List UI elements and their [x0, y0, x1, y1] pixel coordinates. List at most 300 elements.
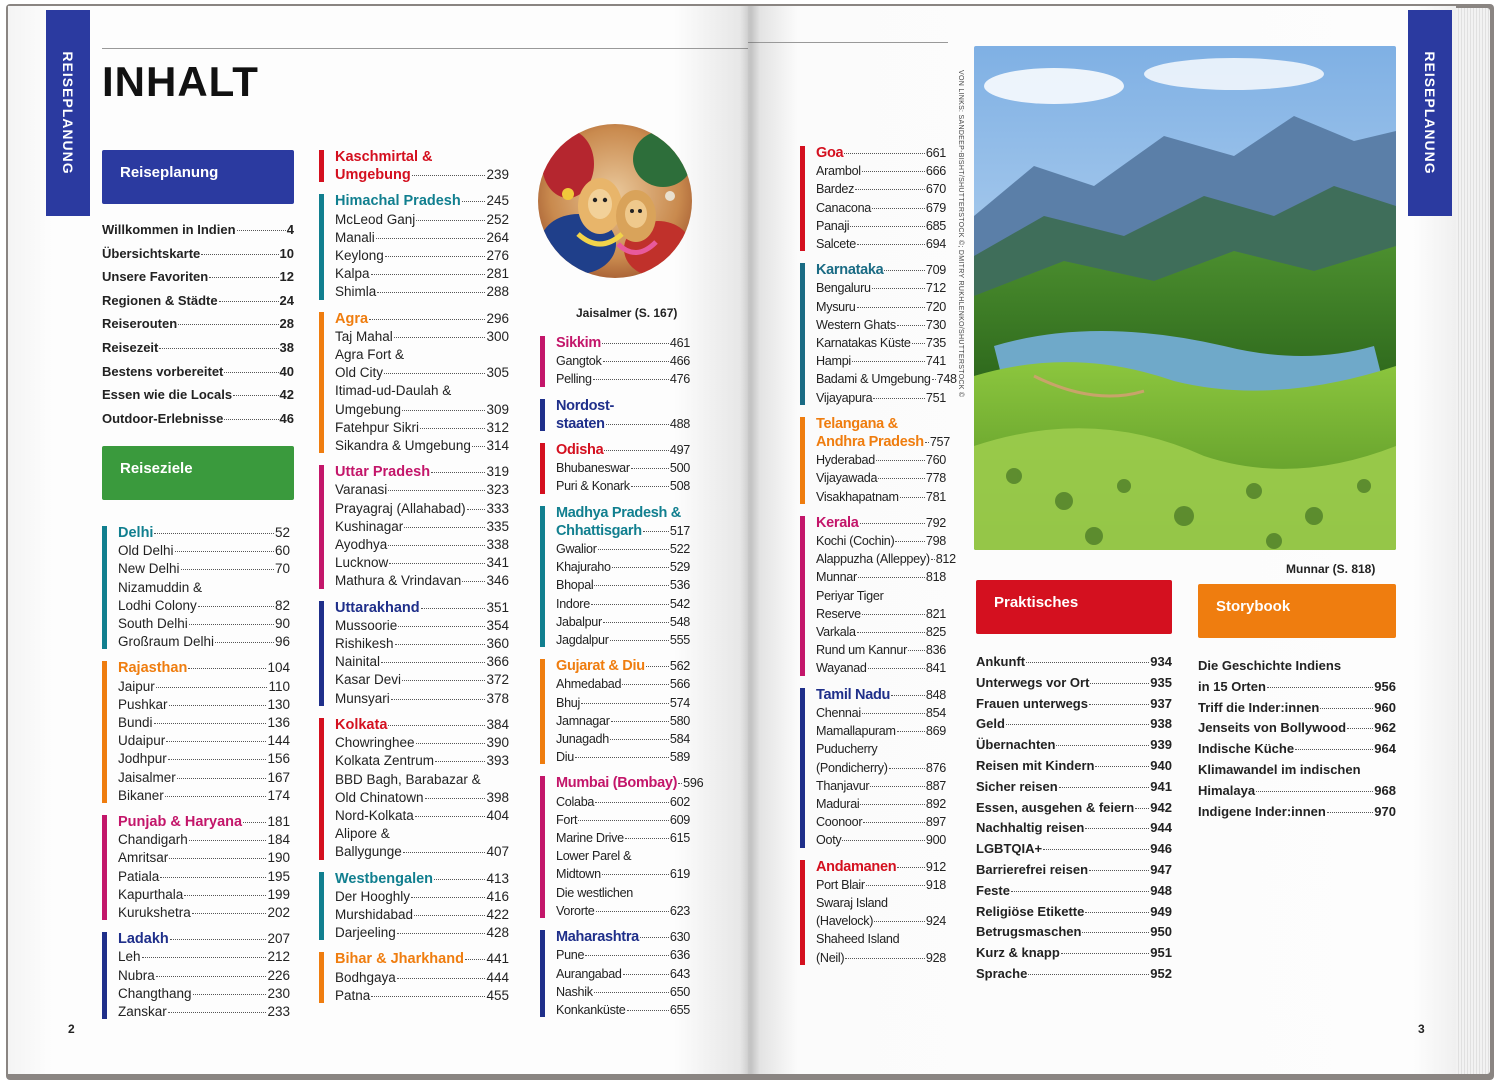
dot-leader: [895, 541, 924, 542]
toc-page-number: 542: [669, 596, 690, 611]
toc-entry-title: Nashik: [556, 984, 593, 999]
dot-leader: [611, 721, 669, 722]
dot-leader: [1028, 974, 1149, 975]
toc-entry: [1198, 677, 1396, 698]
toc-entry: [118, 868, 290, 886]
toc-entry: [335, 328, 509, 346]
dot-leader: [862, 713, 925, 714]
toc-entry: [556, 829, 690, 847]
toc-entry: [118, 732, 290, 750]
toc-page-number: 751: [925, 390, 946, 405]
toc-page-number: 685: [925, 218, 946, 233]
toc-entry: [556, 576, 690, 594]
toc-page-number: 190: [267, 850, 290, 866]
toc-page-number: 407: [486, 844, 509, 860]
toc-entry-title: Pushkar: [118, 696, 168, 712]
dot-leader: [1135, 808, 1149, 809]
toc-entry-title: Western Ghats: [816, 317, 896, 332]
toc-entry-title: Unsere Favoriten: [102, 269, 209, 285]
toc-page-number: 104: [267, 660, 290, 676]
dot-leader: [857, 307, 925, 308]
toc-entry-title: Bundi: [118, 715, 153, 731]
toc-entry: [556, 983, 690, 1001]
toc-page-number: 757: [929, 435, 950, 450]
dot-leader: [192, 913, 267, 914]
toc-page-number: 341: [486, 555, 509, 571]
toc-page-number: 666: [925, 164, 946, 179]
toc-page-number: 296: [486, 310, 509, 326]
dot-leader: [878, 478, 925, 479]
toc-page-number: 12: [279, 269, 294, 285]
dot-leader: [868, 668, 925, 669]
toc-entry-title: Kasar Devi: [335, 672, 402, 688]
dot-leader: [376, 238, 486, 239]
dot-leader: [575, 757, 669, 758]
dot-leader: [371, 274, 486, 275]
toc-entry-title: Puri & Konark: [556, 479, 630, 494]
toc-entry-title: (Pondicherry): [816, 760, 888, 775]
dot-leader: [594, 585, 668, 586]
toc-entry-title: Tamil Nadu: [816, 686, 891, 703]
dot-leader: [900, 497, 925, 498]
dot-leader: [889, 768, 925, 769]
toc-page-number: 42: [279, 387, 294, 403]
toc-page-number: 508: [669, 479, 690, 494]
toc-entry-title: Vijayawada: [816, 471, 878, 486]
toc-region-group: [540, 774, 704, 920]
toc-entry-title: Nachhaltig reisen: [976, 820, 1085, 836]
toc-entry-title: Andhra Pradesh: [816, 434, 924, 451]
page-edges: [1456, 8, 1490, 1074]
toc-entry-title: Bhopal: [556, 578, 594, 593]
toc-entry: [816, 316, 946, 334]
toc-region-group: [319, 192, 509, 301]
dot-leader: [643, 531, 669, 532]
toc-entry: [816, 352, 946, 370]
dot-leader: [1082, 932, 1149, 933]
toc-entry: [816, 370, 957, 388]
toc-region-heading: [335, 599, 509, 617]
toc-page-number: 466: [669, 354, 690, 369]
toc-entry-title: Maharashtra: [556, 929, 639, 946]
toc-entry: [335, 653, 509, 671]
toc-entry: [816, 912, 946, 930]
toc-page-number: 40: [279, 363, 294, 379]
toc-page-number: 643: [669, 966, 690, 981]
dot-leader: [160, 877, 266, 878]
toc-entry: [816, 162, 946, 180]
toc-entry: [976, 798, 1172, 819]
toc-page-number: 202: [267, 905, 290, 921]
toc-entry: [335, 572, 509, 590]
toc-region-heading: [335, 148, 509, 166]
dot-leader: [874, 921, 925, 922]
toc-entry: [816, 831, 946, 849]
toc-entry: [118, 1003, 290, 1021]
toc-region-group: [319, 310, 509, 456]
toc-entry-title: Mussoorie: [335, 617, 398, 633]
toc-entry: [816, 659, 946, 677]
toc-page-number: 730: [925, 317, 946, 332]
toc-entry-title: Zanskar: [118, 1004, 167, 1020]
toc-entry-title: Großraum Delhi: [118, 634, 215, 650]
toc-region-group: [800, 415, 950, 506]
toc-entry: [976, 818, 1172, 839]
toc-entry-title: Regionen & Städte: [102, 292, 218, 308]
toc-column-2: [319, 148, 509, 1013]
dot-leader: [1085, 828, 1149, 829]
toc-entry-title: Ayodhya: [335, 537, 388, 553]
toc-region-heading: [118, 930, 290, 948]
toc-entry: [118, 750, 290, 768]
toc-entry: [816, 623, 946, 641]
toc-region-group: [319, 870, 509, 943]
dot-leader: [623, 974, 669, 975]
toc-page-number: 360: [486, 636, 509, 652]
dot-leader: [845, 958, 925, 959]
side-tab-right: [1408, 10, 1452, 216]
toc-page-number: 615: [669, 831, 690, 846]
page-title: INHALT: [102, 58, 259, 105]
toc-page-number: 10: [279, 245, 294, 261]
toc-entry-title: Agra Fort &: [335, 347, 405, 363]
toc-entry: [556, 558, 690, 576]
toc-entry: [335, 382, 509, 400]
toc-entry-title: Vororte: [556, 903, 595, 918]
toc-page-number: 309: [486, 401, 509, 417]
toc-entry-title: Nizamuddin &: [118, 579, 203, 595]
toc-entry: [816, 568, 946, 586]
toc-page-number: 300: [486, 328, 509, 344]
toc-entry-title: Kurukshetra: [118, 905, 191, 921]
dot-leader: [1043, 849, 1149, 850]
toc-page-number: 912: [925, 859, 946, 874]
toc-entry-title: Visakhapatnam: [816, 489, 899, 504]
toc-entry-title: (Neil): [816, 950, 845, 965]
toc-entry-title: Kushinagar: [335, 518, 404, 534]
toc-entry-title: Telangana &: [816, 415, 898, 432]
toc-entry: [816, 949, 946, 967]
toc-entry: [816, 894, 946, 912]
dot-leader: [606, 424, 669, 425]
toc-entry: [556, 865, 690, 883]
toc-entry-title: Pune: [556, 948, 585, 963]
dot-leader: [168, 1012, 267, 1013]
toc-entry-title: Darjeeling: [335, 925, 396, 941]
toc-entry-title: Prayagraj (Allahabad): [335, 500, 466, 516]
toc-entry: [816, 279, 946, 297]
toc-entry-title: Periyar Tiger: [816, 588, 884, 603]
toc-entry-title: Taj Mahal: [335, 328, 393, 344]
toc-page-number: 281: [486, 266, 509, 282]
toc-page-number: 951: [1150, 945, 1172, 961]
toc-page-number: 935: [1150, 674, 1172, 690]
toc-entry-title: Marine Drive: [556, 831, 624, 846]
toc-entry: [556, 540, 690, 558]
toc-page-number: 650: [669, 984, 690, 999]
toc-entry: [335, 825, 509, 843]
top-rule: [102, 48, 748, 49]
toc-entry: [1198, 781, 1396, 802]
toc-page-number: 500: [669, 461, 690, 476]
dot-leader: [872, 288, 925, 289]
toc-page-number: 609: [669, 812, 690, 827]
toc-entry: [335, 969, 509, 987]
toc-page-number: 946: [1150, 841, 1172, 857]
toc-region-group: [319, 463, 509, 590]
toc-entry: [556, 884, 690, 902]
dot-leader: [595, 802, 669, 803]
toc-page-number: 778: [925, 471, 946, 486]
toc-region-group: [800, 858, 946, 967]
toc-page-number: 239: [486, 167, 509, 183]
region-color-bar: [319, 194, 324, 299]
dot-leader: [397, 978, 486, 979]
top-rule: [748, 42, 948, 43]
dot-leader: [391, 699, 486, 700]
region-color-bar: [540, 776, 545, 918]
dot-leader: [416, 220, 485, 221]
toc-page-number: 952: [1150, 965, 1172, 981]
dot-leader: [598, 549, 669, 550]
dot-leader: [912, 343, 925, 344]
toc-page-number: 497: [669, 443, 690, 458]
toc-page-number: 748: [936, 372, 957, 387]
toc-entry-title: Nord-Kolkata: [335, 807, 414, 823]
toc-entry: [816, 298, 946, 316]
toc-region-group: [102, 930, 290, 1021]
toc-page-number: 110: [268, 678, 290, 694]
toc-entry-title: Kochi (Cochin): [816, 534, 895, 549]
toc-entry-title: Nordost-: [556, 397, 615, 414]
toc-region-heading: [556, 522, 690, 540]
toc-region-heading: [118, 659, 290, 677]
dot-leader: [610, 739, 669, 740]
dot-leader: [884, 270, 924, 271]
toc-page-number: 970: [1374, 803, 1396, 819]
toc-page-number: 636: [669, 948, 690, 963]
dot-leader: [870, 786, 925, 787]
toc-entry-title: Ahmedabad: [556, 677, 622, 692]
toc-page-number: 580: [669, 713, 690, 728]
dot-leader: [388, 725, 485, 726]
toc-page-number: 378: [486, 690, 509, 706]
dot-leader: [381, 662, 485, 663]
toc-page-number: 288: [486, 284, 509, 300]
toc-page-number: 455: [486, 987, 509, 1003]
toc-entry-title: Kerala: [816, 514, 859, 531]
toc-entry-title: Arambol: [816, 164, 861, 179]
toc-page-number: 841: [925, 661, 946, 676]
dot-leader: [897, 325, 925, 326]
toc-page-number: 566: [669, 677, 690, 692]
storybook-list: [1198, 656, 1396, 822]
toc-page-number: 28: [279, 316, 294, 332]
toc-page-number: 709: [925, 263, 946, 278]
dot-leader: [412, 175, 486, 176]
toc-region-heading: [556, 774, 704, 792]
toc-entry: [1198, 698, 1396, 719]
toc-entry: [335, 789, 509, 807]
toc-entry: [118, 886, 290, 904]
dot-leader: [472, 446, 486, 447]
toc-region-heading: [335, 310, 509, 328]
toc-page-number: 305: [486, 365, 509, 381]
toc-page-number: 52: [274, 525, 290, 540]
toc-entry-title: Kolkata: [335, 716, 388, 733]
dot-leader: [219, 301, 279, 302]
dot-leader: [169, 705, 267, 706]
dot-leader: [596, 911, 669, 912]
toc-region-heading: [556, 334, 690, 352]
toc-region-group: [540, 504, 690, 650]
toc-region-heading: [816, 415, 946, 433]
toc-page-number: 413: [486, 870, 509, 886]
toc-page-number: 962: [1374, 720, 1396, 736]
toc-entry-title: Karnatakas Küste: [816, 336, 911, 351]
toc-page-number: 602: [669, 794, 690, 809]
toc-entry-title: Munsyari: [335, 690, 390, 706]
toc-entry-title: Ballygunge: [335, 844, 402, 860]
toc-page-number: 956: [1374, 678, 1396, 694]
toc-region-heading: [335, 463, 509, 481]
toc-page-number: 398: [486, 789, 509, 805]
toc-entry-title: Chennai: [816, 705, 861, 720]
dot-leader: [175, 551, 274, 552]
toc-entry-title: Madhya Pradesh &: [556, 504, 681, 521]
toc-entry-title: Bhuj: [556, 695, 581, 710]
dot-leader: [209, 277, 278, 278]
toc-entry-title: Chowringhee: [335, 735, 415, 751]
toc-entry-title: Kapurthala: [118, 886, 184, 902]
dot-leader: [178, 324, 278, 325]
toc-page-number: 517: [669, 523, 690, 538]
toc-entry: [816, 488, 946, 506]
toc-entry-title: Munnar: [816, 570, 857, 585]
toc-page-number: 938: [1150, 716, 1172, 732]
toc-entry: [816, 876, 946, 894]
toc-entry: [816, 389, 946, 407]
toc-entry: [816, 587, 946, 605]
toc-entry-title: Salcete: [816, 237, 856, 252]
toc-page-number: 876: [925, 760, 946, 775]
toc-entry: [556, 748, 690, 766]
toc-region-group: [319, 599, 509, 708]
toc-page-number: 422: [486, 906, 509, 922]
dot-leader: [640, 937, 669, 938]
toc-page-number: 792: [925, 515, 946, 530]
toc-region-group: [102, 659, 290, 805]
toc-page-number: 156: [267, 751, 290, 767]
dot-leader: [862, 171, 925, 172]
toc-entry: [556, 675, 690, 693]
toc-entry-title: Varanasi: [335, 482, 388, 498]
toc-entry-title: Unterwegs vor Ort: [976, 674, 1090, 690]
region-color-bar: [540, 336, 545, 387]
toc-region-heading: [816, 514, 946, 532]
dot-leader: [891, 695, 925, 696]
toc-entry-title: Junagadh: [556, 732, 609, 747]
toc-entry-title: Jaisalmer: [118, 769, 176, 785]
toc-region-group: [540, 334, 690, 389]
toc-page-number: 252: [486, 211, 509, 227]
toc-page-number: 584: [669, 732, 690, 747]
toc-page-number: 589: [669, 750, 690, 765]
page-number-right: 3: [1418, 1022, 1425, 1036]
toc-entry: [556, 847, 690, 865]
region-color-bar: [800, 688, 805, 848]
toc-entry: [335, 211, 509, 229]
dot-leader: [897, 731, 925, 732]
toc-entry: [118, 542, 290, 560]
toc-entry: [335, 635, 509, 653]
region-color-bar: [800, 516, 805, 676]
dot-leader: [421, 608, 486, 609]
region-color-bar: [800, 860, 805, 965]
toc-region-heading: [118, 813, 290, 831]
section-block-label: Storybook: [1216, 598, 1291, 615]
toc-entry: [976, 652, 1172, 673]
dot-leader: [467, 509, 486, 510]
toc-entry-title: Delhi: [118, 525, 154, 541]
dot-leader: [603, 622, 669, 623]
dot-leader: [610, 640, 669, 641]
toc-page-number: 199: [267, 886, 290, 902]
toc-entry: [816, 217, 946, 235]
dot-leader: [646, 666, 669, 667]
dot-leader: [585, 955, 669, 956]
toc-entry-title: BBD Bagh, Barabazar &: [335, 771, 481, 787]
caption-munnar: Munnar (S. 818): [1286, 562, 1376, 576]
dot-leader: [1089, 704, 1149, 705]
toc-entry-title: Bhubaneswar: [556, 461, 630, 476]
toc-entry-title: Mamallapuram: [816, 724, 896, 739]
toc-entry: [118, 678, 290, 696]
toc-page-number: 70: [274, 561, 290, 577]
toc-entry-title: Uttar Pradesh: [335, 464, 431, 481]
toc-entry-title: Alipore &: [335, 826, 390, 842]
toc-entry-title: Fort: [556, 812, 578, 827]
toc-entry: [335, 536, 509, 554]
dot-leader: [243, 822, 266, 823]
toc-entry: [102, 336, 294, 360]
toc-entry-title: Rund um Kannur: [816, 643, 908, 658]
toc-entry-title: Bihar & Jharkhand: [335, 951, 464, 968]
toc-page-number: 167: [267, 769, 290, 785]
toc-entry: [335, 671, 509, 689]
toc-region-heading: [816, 686, 946, 704]
dot-leader: [862, 614, 925, 615]
toc-entry: [816, 550, 956, 568]
toc-entry: [118, 579, 290, 597]
dot-leader: [1085, 912, 1149, 913]
toc-page-number: 939: [1150, 737, 1172, 753]
toc-entry-title: Itimad-ud-Daulah &: [335, 383, 452, 399]
toc-entry: [816, 334, 946, 352]
dot-leader: [1061, 953, 1150, 954]
toc-entry-title: Old City: [335, 365, 384, 381]
toc-entry-title: Nubra: [118, 967, 155, 983]
toc-page-number: 825: [925, 625, 946, 640]
toc-entry-title: Andamanen: [816, 858, 897, 875]
dot-leader: [193, 994, 267, 995]
toc-entry-title: Übernachten: [976, 737, 1056, 753]
toc-entry-title: Rajasthan: [118, 660, 188, 677]
dot-leader: [154, 533, 274, 534]
toc-entry: [102, 407, 294, 431]
toc-entry: [118, 597, 290, 615]
toc-entry-title: Gangtok: [556, 354, 602, 369]
